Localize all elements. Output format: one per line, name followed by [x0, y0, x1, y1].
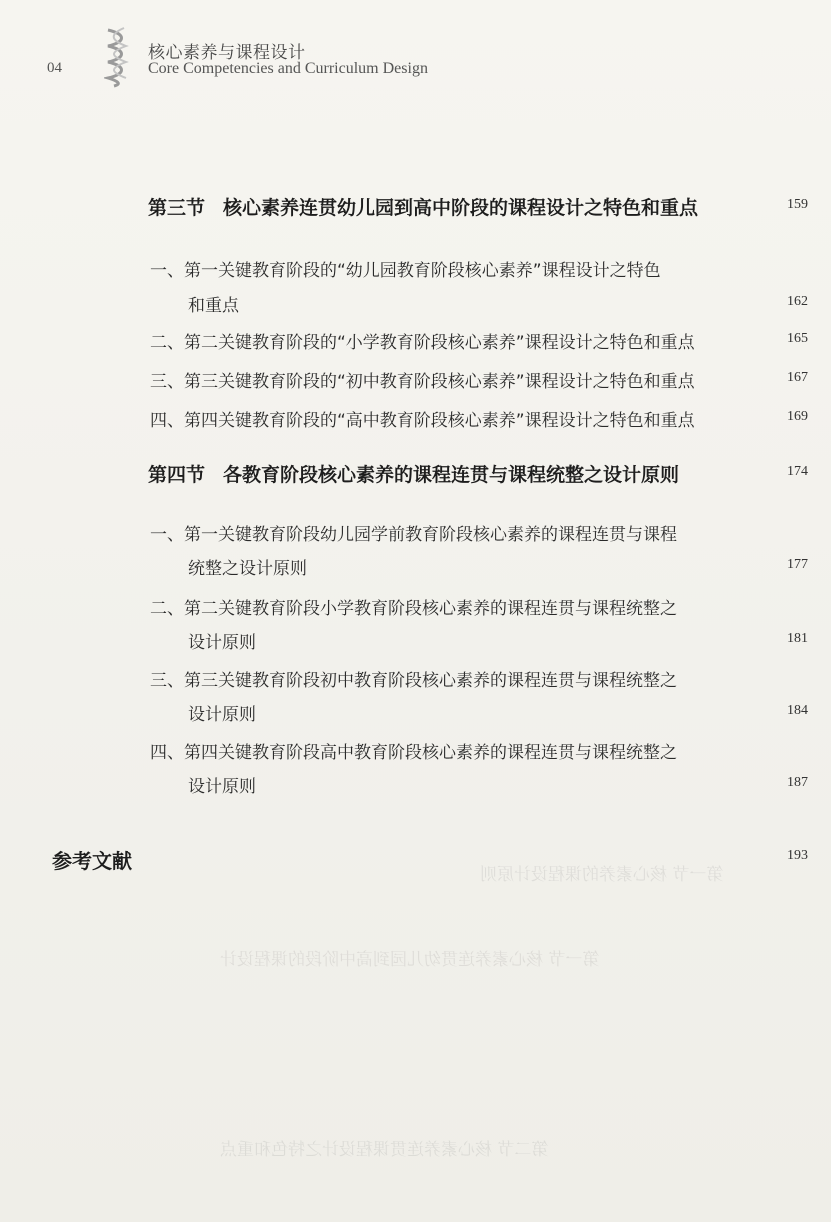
toc-item[interactable]: 三、第三关键教育阶段的“初中教育阶段核心素养”课程设计之特色和重点: [150, 372, 695, 392]
toc-item-page: 165: [787, 331, 808, 346]
section-3-title: 核心素养连贯幼儿园到高中阶段的课程设计之特色和重点: [223, 197, 699, 219]
toc-item-page: 162: [787, 294, 808, 309]
toc-item-page: 184: [787, 703, 808, 718]
references-page: 193: [787, 848, 808, 863]
toc-item[interactable]: 二、第二关键教育阶段的“小学教育阶段核心素养”课程设计之特色和重点: [150, 333, 695, 353]
toc-item[interactable]: 一、第一关键教育阶段幼儿园学前教育阶段核心素养的课程连贯与课程: [150, 525, 677, 545]
header-title-chinese: 核心素养与课程设计: [148, 43, 306, 63]
toc-item-page: 169: [787, 409, 808, 424]
section-4-number: 第四节: [148, 464, 206, 486]
section-4-page: 174: [787, 464, 808, 479]
toc-item[interactable]: 一、第一关键教育阶段的“幼儿园教育阶段核心素养”课程设计之特色: [150, 261, 661, 281]
section-4-heading[interactable]: [148, 460, 679, 487]
toc-item-page: 167: [787, 370, 808, 385]
toc-item-continuation[interactable]: 设计原则: [188, 633, 256, 653]
page-number: 04: [47, 60, 62, 76]
header-title-english: Core Competencies and Curriculum Design: [148, 60, 428, 77]
toc-item-continuation[interactable]: 设计原则: [188, 705, 256, 725]
toc-item-continuation[interactable]: 设计原则: [188, 777, 256, 797]
toc-item-page: 177: [787, 557, 808, 572]
section-4-title: 各教育阶段核心素养的课程连贯与课程统整之设计原则: [223, 464, 680, 486]
section-3-number: 第三节: [148, 197, 206, 219]
toc-item[interactable]: 四、第四关键教育阶段的“高中教育阶段核心素养”课程设计之特色和重点: [150, 411, 695, 431]
toc-item-continuation[interactable]: 统整之设计原则: [188, 559, 307, 579]
toc-item[interactable]: 二、第二关键教育阶段小学教育阶段核心素养的课程连贯与课程统整之: [150, 599, 677, 619]
section-3-heading[interactable]: [148, 193, 698, 220]
toc-item[interactable]: 四、第四关键教育阶段高中教育阶段核心素养的课程连贯与课程统整之: [150, 743, 677, 763]
book-page: 04 核心素养与课程设计 Core Competencies and Curriculum Design 第一节 核心素养的课程设计原则 第一节 核心素养连贯幼儿园到高中阶段的课程设计 第二节 核心素养连贯课程设计之特色和重点 第三节 核心素养连贯幼儿园到高中阶段的课程设计之特色和重点 159 一、第一关键教育阶段的“幼儿园教育阶段核心素养”课程设计之特色 和重点 162 二、第二关键教育阶段的“小学教育阶段核心素养”课程设计之特色和重点 165 三、第三关键教育阶段的“初中教育阶段核心素养”课程设计之特色和重点 167 四、第四关键教育阶段的“高中教育阶段核心素养”课程设计之特色和重点 169 第四节 各教育阶段核心素养的课程连贯与课程统整之设计原则 174 一、第一关键教育阶段幼儿园学前教育阶段核心素养的课程连贯与课程 统整之设计原则 177 二、第二关键教育阶段小学教育阶段核心素养的课程连贯与课程统整之 设计原则 181 三、第三关键教育阶段初中教育阶段核心素养的课程连贯与课程统整之 设计原则 184 四、第四关键教育阶段高中教育阶段核心素养的课程连贯与课程统整之 设计原则 187 参考文献 193: [0, 0, 831, 1222]
section-3-page: 159: [787, 197, 808, 212]
toc-item-page: 187: [787, 775, 808, 790]
toc-item[interactable]: 三、第三关键教育阶段初中教育阶段核心素养的课程连贯与课程统整之: [150, 671, 677, 691]
toc-item-page: 181: [787, 631, 808, 646]
references-heading[interactable]: 参考文献: [52, 849, 132, 873]
toc-item-continuation[interactable]: 和重点: [188, 296, 239, 316]
